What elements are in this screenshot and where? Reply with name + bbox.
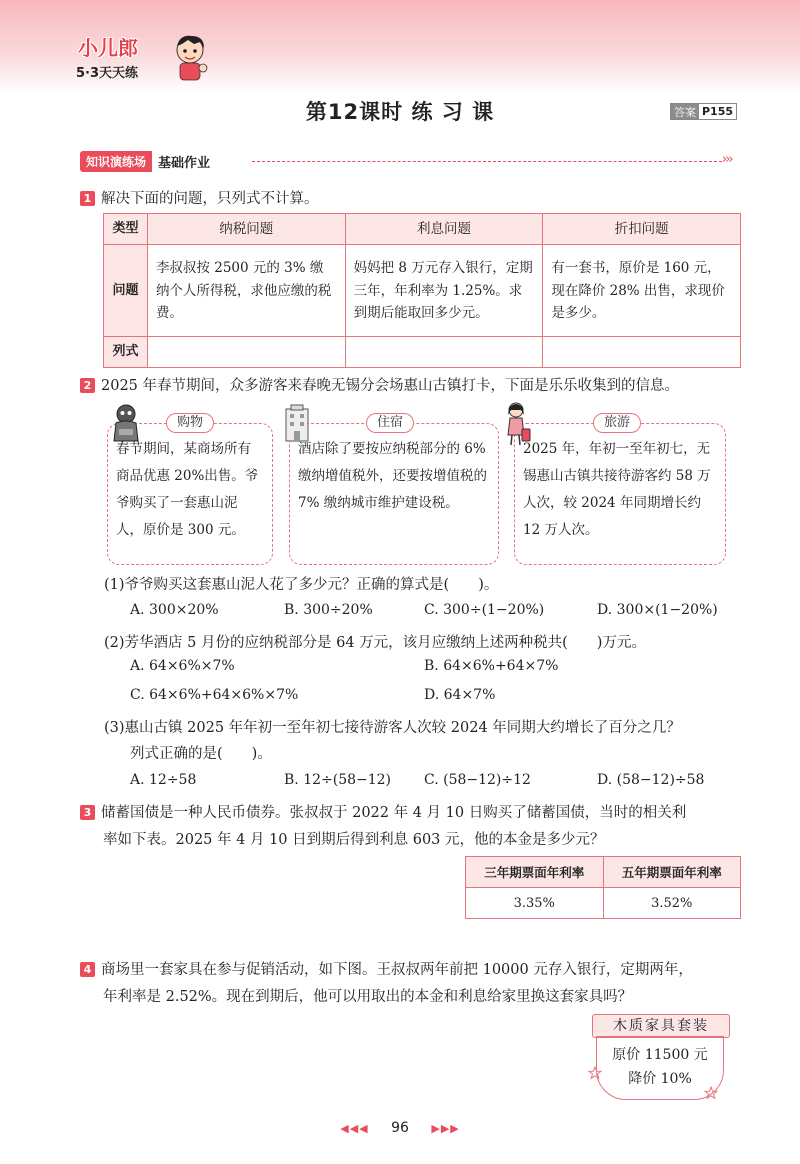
traveler-girl-icon (502, 401, 532, 447)
info-box-tourism (514, 415, 726, 565)
section-sublabel: 基础作业 (158, 155, 211, 171)
header-three-year-rate: 三年期票面年利率 (466, 857, 604, 888)
sub-question-1: (1)爷爷购买这套惠山泥人花了多少元？正确的算式是( )。 (104, 577, 499, 593)
info-text-tourism: 2025 年，年初一至年初七，无锡惠山古镇共接待游客约 58 万人次，较 2024 年同期增长约 12 万人次。 (523, 441, 711, 538)
furniture-price-sign (588, 1010, 734, 1102)
page-number: 96 (391, 1120, 409, 1136)
info-text-lodging: 酒店除了要按应纳税部分的 6% 缴纳增值税外，还要按增值税的 7% 缴纳城市维护建设税。 (298, 441, 487, 511)
info-box-lodging (289, 415, 499, 565)
interest-answer-cell[interactable] (345, 337, 543, 367)
option-c[interactable]: C. 64×6%+64×6%×7% (130, 687, 299, 703)
question-2 (80, 374, 679, 395)
col-header-interest: 利息问题 (345, 214, 543, 245)
row-label-formula: 列式 (104, 337, 148, 367)
answer-page: P155 (702, 105, 734, 118)
info-box-shopping (107, 415, 273, 565)
info-tag-lodging: 住宿 (366, 413, 414, 433)
question-number: 2 (80, 378, 95, 393)
question-3-text-2: 率如下表。2025 年 4 月 10 日到期后得到利息 603 元，他的本金是多少元？ (103, 832, 605, 848)
clay-figurine-icon (110, 403, 142, 443)
tax-question-cell: 李叔叔按 2500 元的 3% 缴纳个人所得税，求他应缴的税费。 (147, 245, 345, 337)
value-five-year-rate: 3.52% (603, 888, 741, 919)
value-three-year-rate: 3.35% (466, 888, 604, 919)
info-text-shopping: 春节期间，某商场所有商品优惠 20%出售。爷爷购买了一套惠山泥人，原价是 300 元。 (116, 441, 259, 538)
star-icon (588, 1066, 602, 1080)
col-header-discount: 折扣问题 (543, 214, 741, 245)
section-divider (252, 161, 722, 162)
option-a[interactable]: A. 300×20% (130, 602, 219, 618)
question-4-text-2: 年利率是 2.52%。现在到期后，他可以用取出的本金和利息给家里换这套家具吗？ (103, 989, 633, 1005)
question-number: 1 (80, 191, 95, 206)
question-number: 3 (80, 805, 95, 820)
option-d[interactable]: D. (58−12)÷58 (597, 772, 705, 788)
question-text: 商场里一套家具在参与促销活动，如下图。王叔叔两年前把 10000 元存入银行，定期两年， (101, 962, 693, 978)
discount-question-cell: 有一套书，原价是 160 元，现在降价 28% 出售，求现价是多少。 (543, 245, 741, 337)
row-label-question: 问题 (104, 245, 148, 337)
answer-reference (670, 103, 737, 120)
question-text: 2025 年春节期间，众多游客来春晚无锡分会场惠山古镇打卡，下面是乐乐收集到的信息。 (101, 378, 680, 394)
page-footer (0, 1120, 800, 1136)
info-tag-shopping: 购物 (166, 413, 214, 433)
brand-logo (70, 30, 200, 86)
option-b[interactable]: B. 12÷(58−12) (284, 772, 392, 788)
answer-label: 答案 (671, 104, 699, 119)
discount-answer-cell[interactable] (543, 337, 741, 367)
sub-question-3-prompt: 列式正确的是( )。 (130, 746, 272, 762)
lesson-title: 第12课时 练 习 课 (305, 100, 495, 124)
option-a[interactable]: A. 12÷58 (130, 772, 197, 788)
right-arrows-icon: ▶▶▶ (431, 1122, 460, 1135)
option-d[interactable]: D. 64×7% (424, 687, 496, 703)
option-d[interactable]: D. 300×(1−20%) (597, 602, 718, 618)
col-header-tax: 纳税问题 (147, 214, 345, 245)
chevron-right-icon: ››› (722, 152, 732, 167)
option-b[interactable]: B. 300÷20% (284, 602, 373, 618)
question-4 (80, 958, 693, 979)
left-arrows-icon: ◀◀◀ (340, 1122, 369, 1135)
interest-question-cell: 妈妈把 8 万元存入银行，定期三年，年利率为 1.25%。求到期后能取回多少元。 (345, 245, 543, 337)
option-b[interactable]: B. 64×6%+64×7% (424, 658, 559, 674)
brand-name: 小儿郎 (78, 36, 138, 60)
interest-rate-table (465, 856, 741, 919)
question-1 (80, 187, 319, 208)
brand-subtitle: 5·3天天练 (76, 66, 139, 81)
tax-answer-cell[interactable] (147, 337, 345, 367)
sub-question-2: (2)芳华酒店 5 月份的应纳税部分是 64 万元，该月应缴纳上述两种税共( )万元。 (104, 635, 646, 651)
option-a[interactable]: A. 64×6%×7% (130, 658, 235, 674)
question-3 (80, 801, 686, 822)
question-text: 解决下面的问题，只列式不计算。 (101, 191, 319, 207)
question-text: 储蓄国债是一种人民币债券。张叔叔于 2022 年 4 月 10 日购买了储蓄国债，当时的相关利 (101, 805, 687, 821)
sign-discount: 降价 10% (628, 1071, 692, 1087)
sign-title: 木质家具套装 (592, 1014, 730, 1038)
sub-question-3: (3)惠山古镇 2025 年年初一至年初七接待游客人次较 2024 年同期大约增长了百分之几？ (104, 720, 681, 736)
sign-original-price: 原价 11500 元 (612, 1047, 708, 1063)
hotel-building-icon (282, 403, 312, 443)
problem-table (103, 213, 741, 368)
option-c[interactable]: C. (58−12)÷12 (424, 772, 531, 788)
question-number: 4 (80, 962, 95, 977)
section-header (80, 151, 216, 171)
header-five-year-rate: 五年期票面年利率 (603, 857, 741, 888)
col-header-type: 类型 (104, 214, 148, 245)
boy-mascot-icon (168, 32, 212, 82)
info-tag-tourism: 旅游 (593, 413, 641, 433)
option-c[interactable]: C. 300÷(1−20%) (424, 602, 545, 618)
section-label: 知识演练场 (80, 151, 152, 172)
star-icon (704, 1086, 718, 1100)
